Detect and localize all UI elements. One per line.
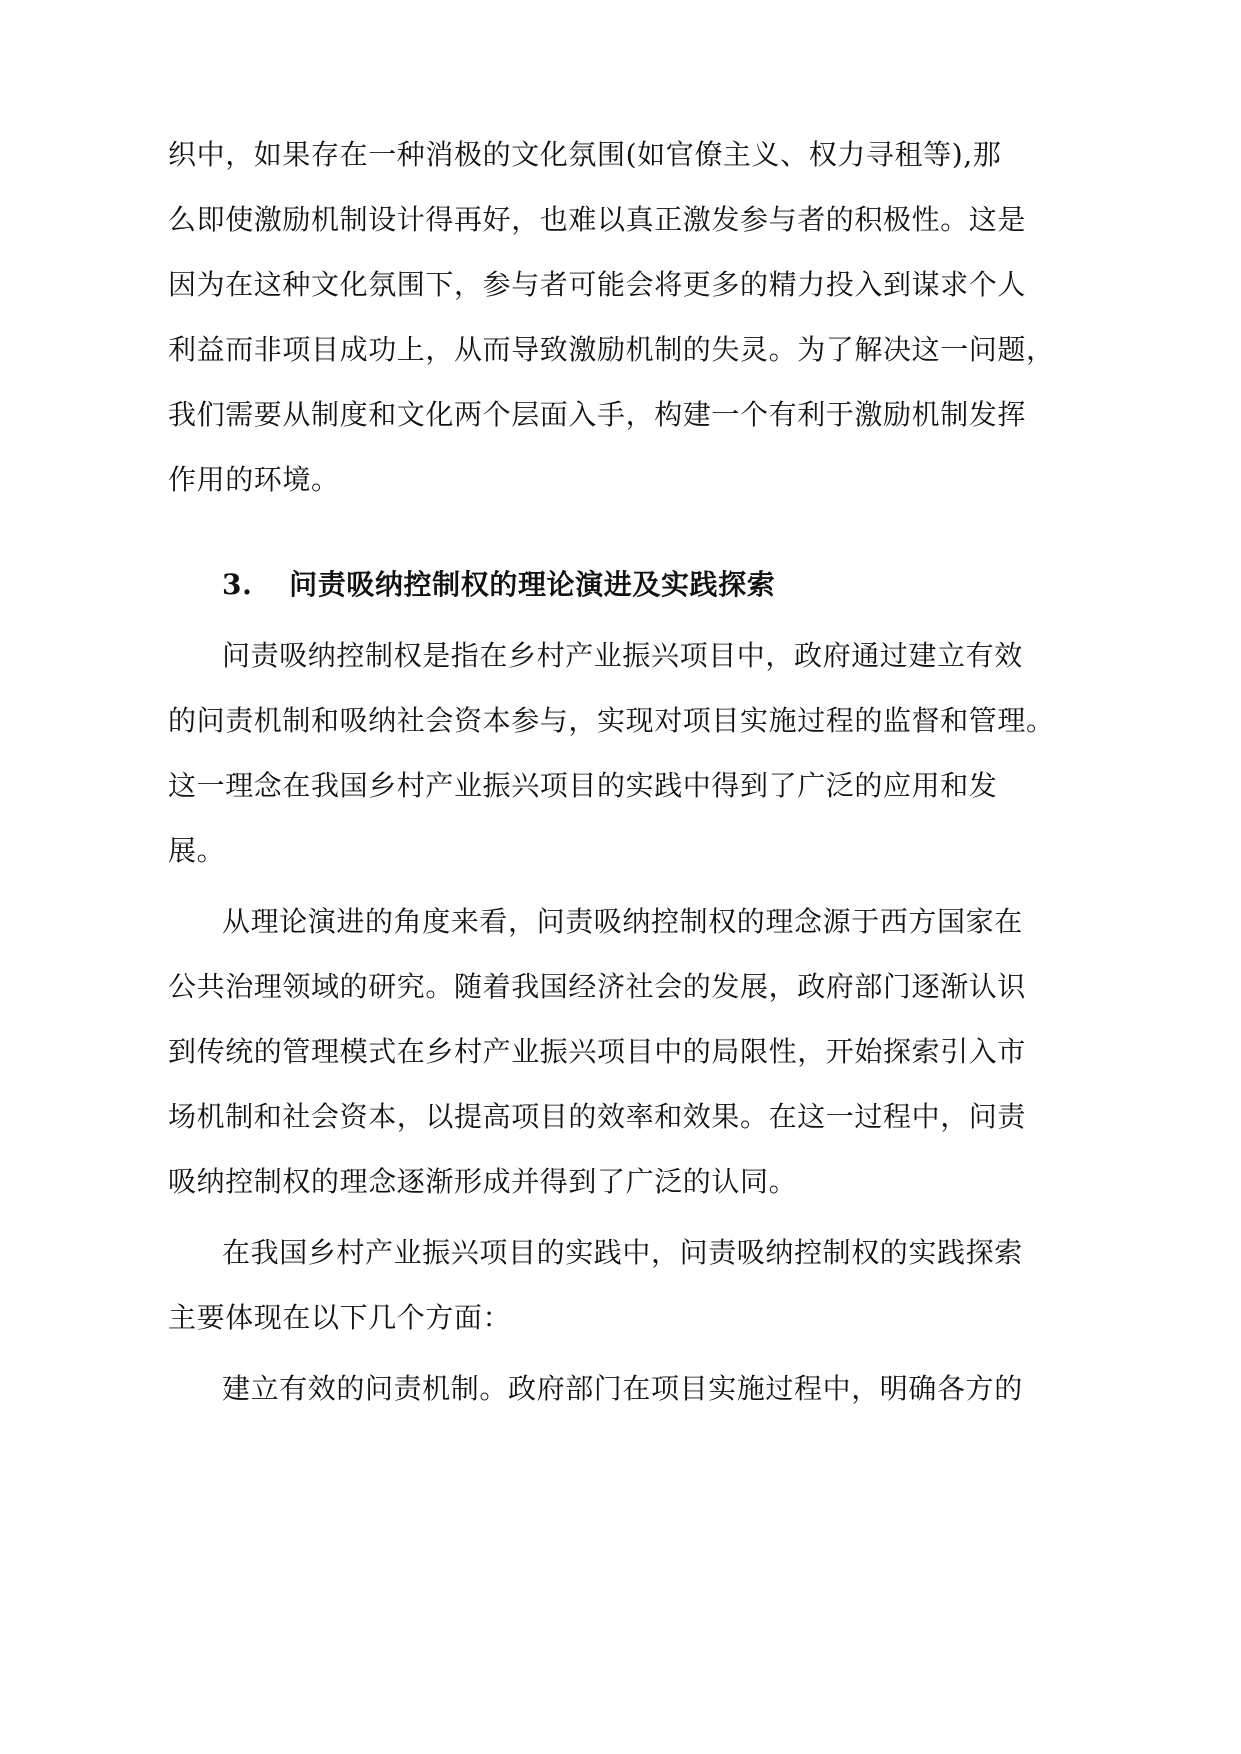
text-line: 么即使激励机制设计得再好，也难以真正激发参与者的积极性。这是 bbox=[168, 203, 1027, 236]
text-line: 建立有效的问责机制。政府部门在项目实施过程中，明确各方的 bbox=[222, 1372, 1023, 1405]
section-number: 3. bbox=[222, 568, 253, 601]
text-line: 公共治理领域的研究。随着我国经济社会的发展，政府部门逐渐认识 bbox=[168, 970, 1027, 1003]
text-line: 我们需要从制度和文化两个层面入手，构建一个有利于激励机制发挥 bbox=[168, 398, 1027, 431]
section-heading bbox=[222, 565, 775, 605]
text-line: 展。 bbox=[168, 834, 226, 867]
text-line: 问责吸纳控制权是指在乡村产业振兴项目中，政府通过建立有效 bbox=[222, 639, 1023, 672]
text-line: 的问责机制和吸纳社会资本参与，实现对项目实施过程的监督和管理。 bbox=[168, 704, 1055, 737]
text-line: 吸纳控制权的理念逐渐形成并得到了广泛的认同。 bbox=[168, 1165, 798, 1198]
section-title: 问责吸纳控制权的理论演进及实践探索 bbox=[289, 568, 776, 601]
text-line: 利益而非项目成功上，从而导致激励机制的失灵。为了解决这一问题， bbox=[168, 333, 1055, 366]
text-line: 在我国乡村产业振兴项目的实践中，问责吸纳控制权的实践探索 bbox=[222, 1236, 1023, 1269]
text-line: 织中，如果存在一种消极的文化氛围(如官僚主义、权力寻租等),那 bbox=[168, 138, 1002, 171]
text-line: 主要体现在以下几个方面： bbox=[168, 1301, 512, 1334]
text-line: 从理论演进的角度来看，问责吸纳控制权的理念源于西方国家在 bbox=[222, 905, 1023, 938]
text-line: 场机制和社会资本，以提高项目的效率和效果。在这一过程中，问责 bbox=[168, 1100, 1027, 1133]
text-line: 到传统的管理模式在乡村产业振兴项目中的局限性，开始探索引入市 bbox=[168, 1035, 1027, 1068]
text-line: 作用的环境。 bbox=[168, 463, 340, 496]
text-line: 因为在这种文化氛围下，参与者可能会将更多的精力投入到谋求个人 bbox=[168, 268, 1027, 301]
text-line: 这一理念在我国乡村产业振兴项目的实践中得到了广泛的应用和发 bbox=[168, 769, 998, 802]
